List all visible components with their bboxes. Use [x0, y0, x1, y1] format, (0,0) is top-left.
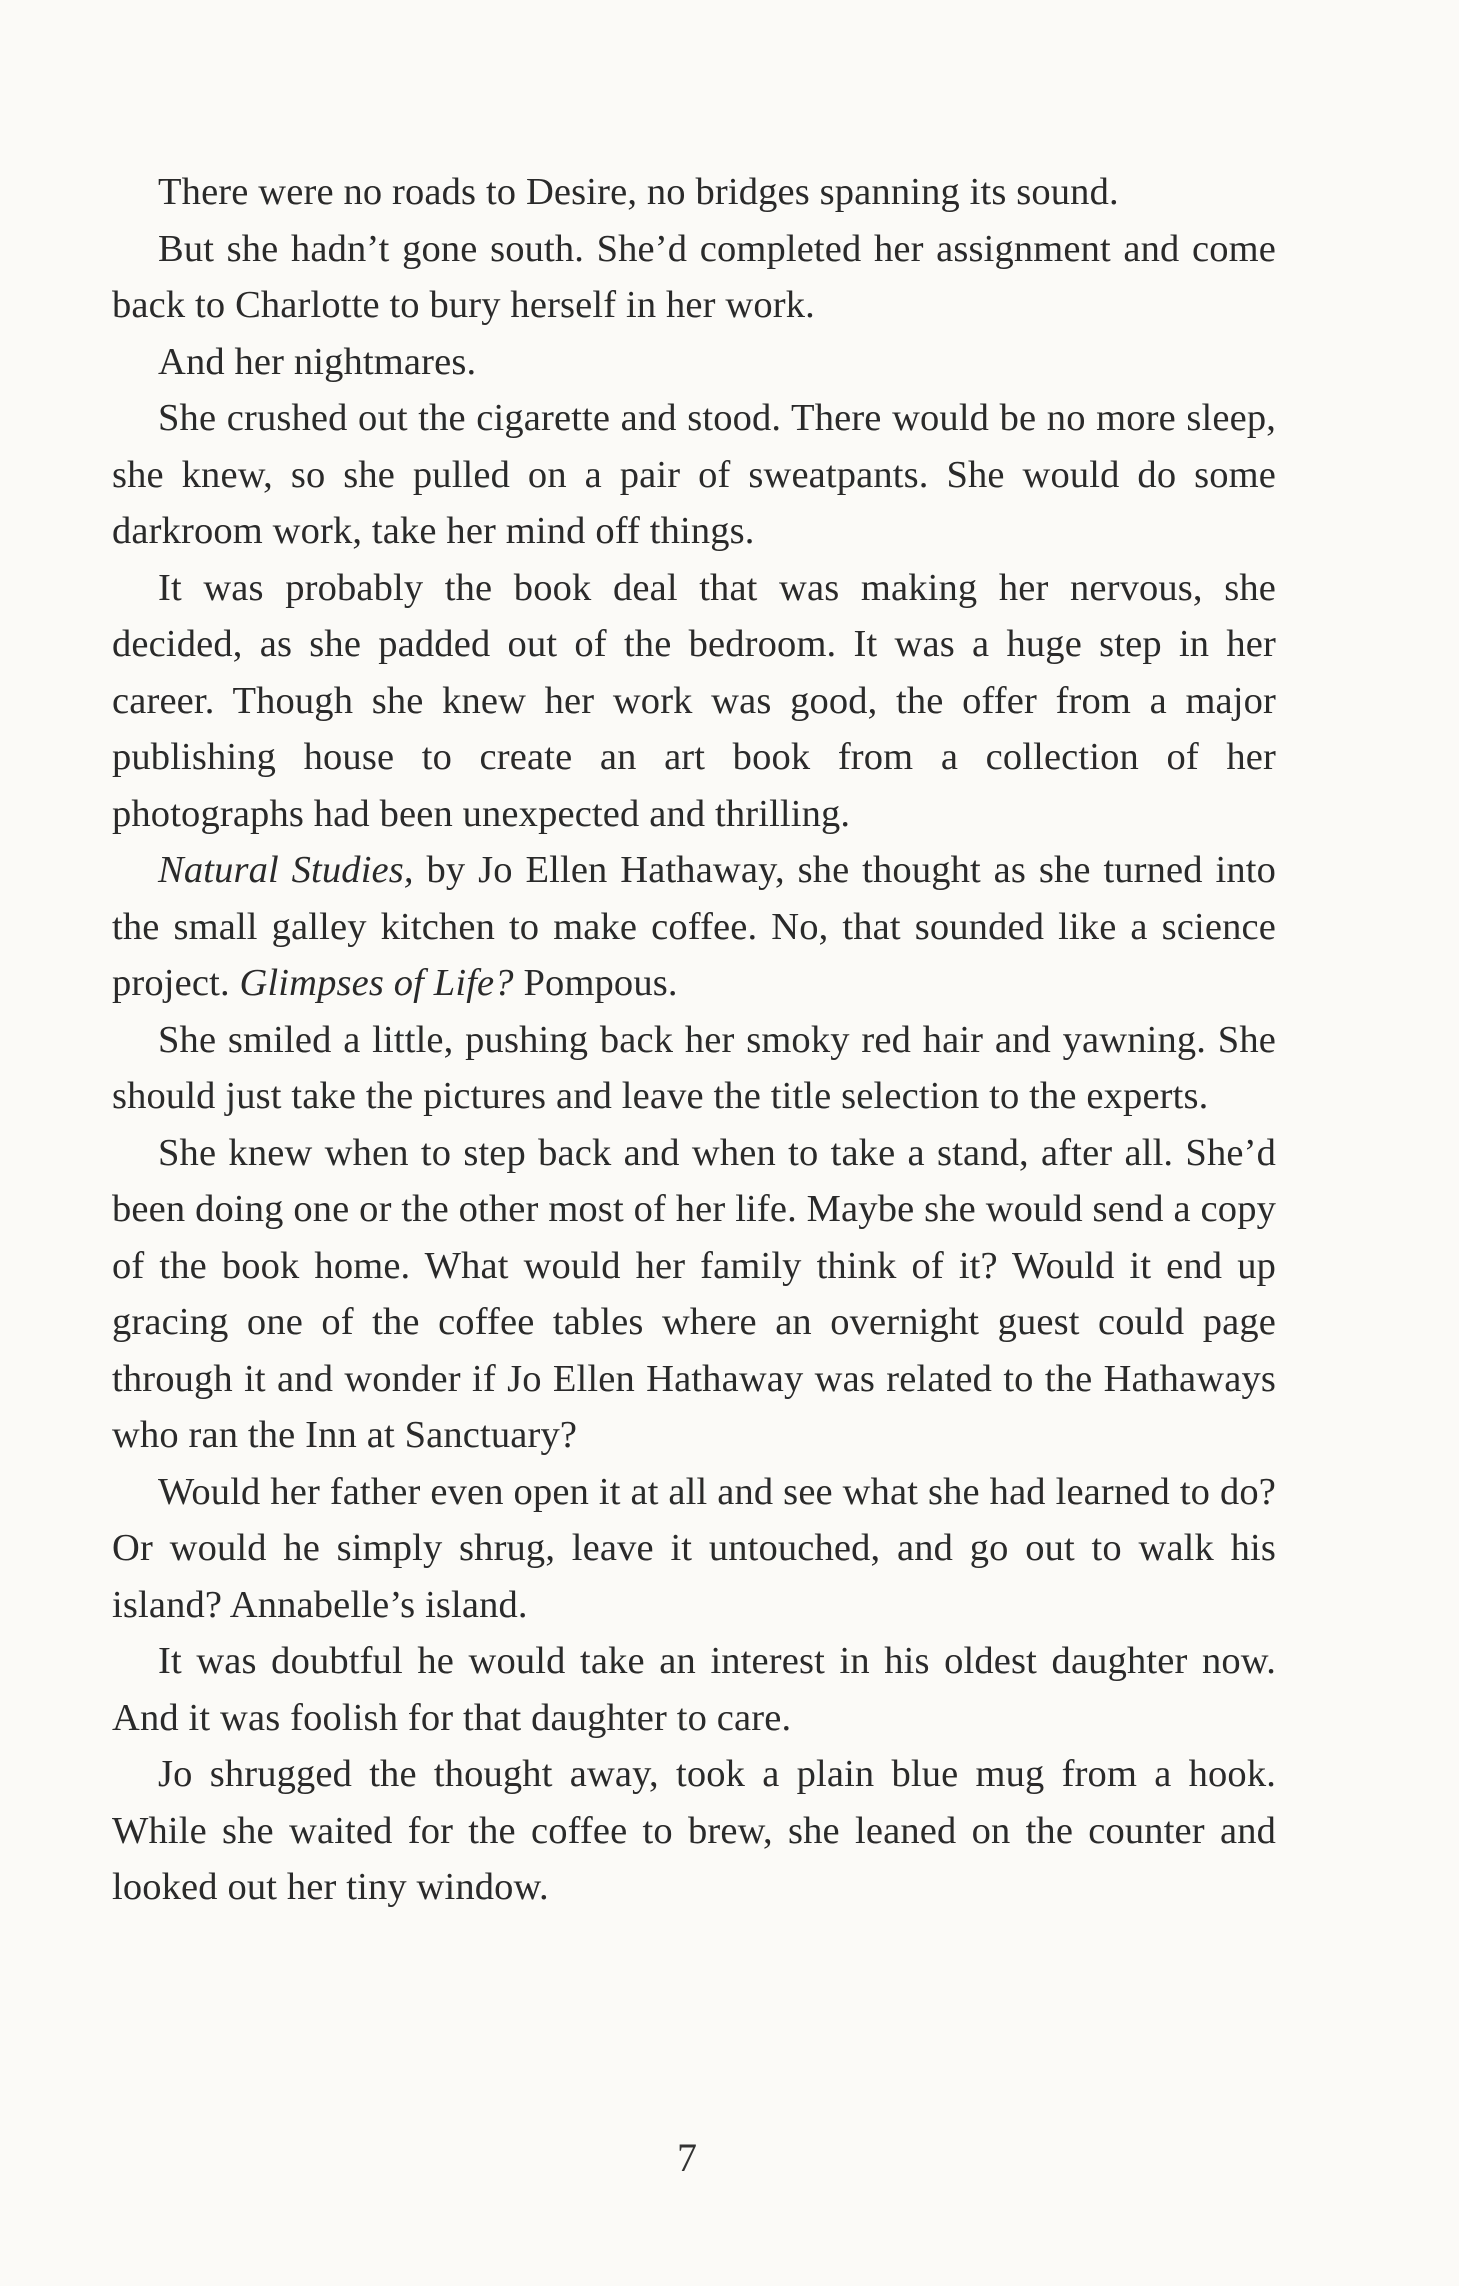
paragraph-text: But she hadn’t gone south. She’d completed her assignment and come back to Charlotte to bury herself in her work.	[112, 227, 1276, 326]
paragraph-text: There were no roads to Desire, no bridges spanning its sound.	[158, 171, 1119, 213]
page-number: 7	[677, 2135, 697, 2180]
paragraph-text: It was doubtful he would take an interest in his oldest daughter now. And it was foolish for that daughter to care.	[112, 1640, 1276, 1739]
paragraph	[112, 390, 1276, 560]
paragraph	[112, 842, 1276, 1012]
body-text	[112, 164, 1276, 1916]
paragraph	[112, 164, 1276, 221]
paragraph-text: Pompous.	[513, 962, 678, 1004]
paragraph	[112, 1633, 1276, 1746]
book-title-italic: Natural Studies,	[158, 849, 414, 891]
paragraph-text: She crushed out the cigarette and stood. There would be no more sleep, she knew, so she pulled on a pair of sweatpants. She would do some darkroom work, take her mind off things.	[112, 397, 1276, 552]
paragraph	[112, 560, 1276, 843]
paragraph-text: She knew when to step back and when to take a stand, after all. She’d been doing one or the other most of her life. Maybe she would send a copy of the book home. What would her family think of it? Would it end up gracing one of the coffee tables where an overnight guest could page through it and wonder if Jo Ellen Hathaway was related to the Hathaways who ran the Inn at Sanctuary?	[112, 1131, 1276, 1456]
paragraph	[112, 1125, 1276, 1464]
paragraph	[112, 1464, 1276, 1634]
paragraph	[112, 1012, 1276, 1125]
paragraph-text: Jo shrugged the thought away, took a plain blue mug from a hook. While she waited for the coffee to brew, she leaned on the counter and looked out her tiny window.	[112, 1753, 1276, 1908]
paragraph-text: Would her father even open it at all and see what she had learned to do? Or would he simply shrug, leave it untouched, and go out to walk his island? Annabelle’s island.	[112, 1470, 1276, 1626]
paragraph	[112, 1746, 1276, 1916]
book-title-italic: Glimpses of Life?	[239, 962, 514, 1004]
paragraph-text: She smiled a little, pushing back her smoky red hair and yawning. She should just take the pictures and leave the title selection to the experts.	[112, 1018, 1276, 1117]
paragraph	[112, 221, 1276, 334]
paragraph-text: It was probably the book deal that was making her nervous, she decided, as she padded out of the bedroom. It was a huge step in her career. Though she knew her work was good, the offer from a major publishing house to create an art book from a collection of her photographs had been unexpected and thrilling.	[112, 566, 1276, 835]
paragraph-text: And her nightmares.	[158, 340, 477, 383]
paragraph-text: by Jo Ellen Hathaway, she thought as she turned into the small galley kitchen to make coffee. No, that sounded like a science project.	[112, 849, 1276, 1004]
paragraph	[112, 334, 1276, 391]
